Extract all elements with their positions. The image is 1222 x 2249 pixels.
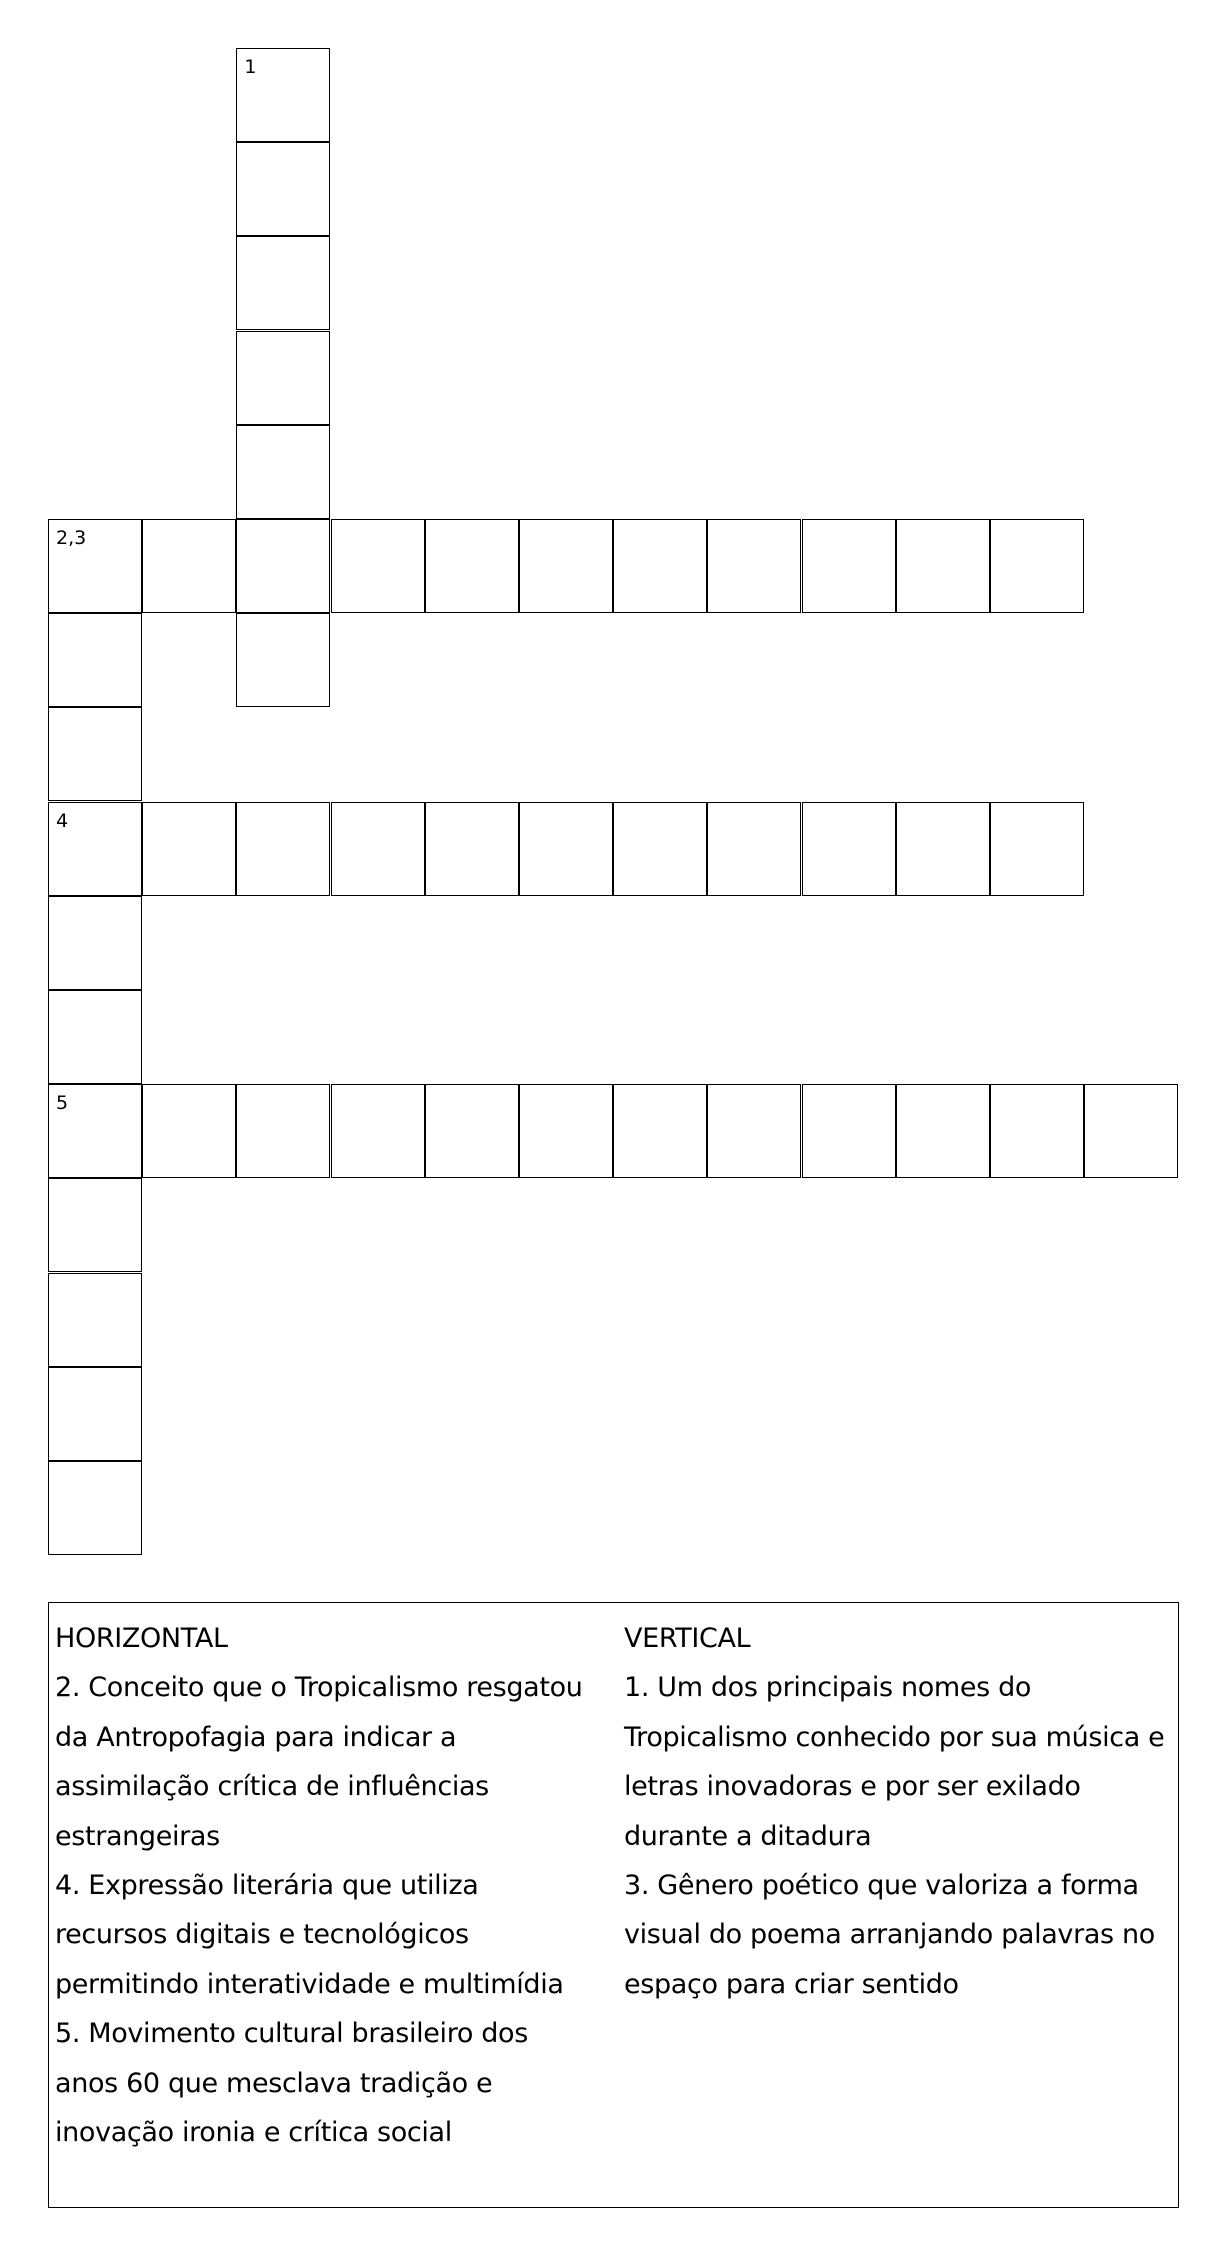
crossword-cell[interactable]: [48, 1178, 142, 1272]
crossword-cell[interactable]: [425, 519, 519, 613]
clue-v-3: [624, 1861, 1176, 2009]
clue-h-4: [55, 1861, 615, 2009]
crossword-cell[interactable]: [331, 802, 425, 896]
crossword-cell[interactable]: [990, 519, 1084, 613]
clue-number: 4: [56, 809, 69, 832]
crossword-cell[interactable]: [48, 990, 142, 1084]
clue-line: visual do poema arranjando palavras no: [624, 1919, 1155, 1951]
crossword-cell[interactable]: [48, 707, 142, 801]
clue-line: inovação ironia e crítica social: [55, 2117, 452, 2149]
clue-line: 3. Gênero poético que valoriza a forma: [624, 1870, 1139, 1902]
crossword-cell[interactable]: [236, 142, 330, 236]
clue-line: durante a ditadura: [624, 1820, 872, 1852]
crossword-cell[interactable]: [1084, 1084, 1178, 1178]
crossword-cell[interactable]: [896, 519, 990, 613]
crossword-cell[interactable]: [236, 331, 330, 425]
crossword-cell[interactable]: [802, 519, 896, 613]
crossword-cell[interactable]: [613, 519, 707, 613]
crossword-cell[interactable]: [236, 236, 330, 330]
crossword-cell[interactable]: [519, 1084, 613, 1178]
crossword-cell[interactable]: [707, 802, 801, 896]
clue-line: 5. Movimento cultural brasileiro dos: [55, 2018, 528, 2050]
crossword-cell[interactable]: [142, 802, 236, 896]
crossword-cell[interactable]: [519, 802, 613, 896]
vertical-clues: [624, 1614, 1176, 2009]
crossword-cell[interactable]: [613, 1084, 707, 1178]
clue-line: Tropicalismo conhecido por sua música e: [624, 1721, 1165, 1753]
crossword-cell[interactable]: [48, 802, 142, 896]
clue-line: 2. Conceito que o Tropicalismo resgatou: [55, 1672, 583, 1704]
crossword-cell[interactable]: [236, 802, 330, 896]
crossword-cell[interactable]: [519, 519, 613, 613]
crossword-cell[interactable]: [142, 1084, 236, 1178]
crossword-cell[interactable]: [236, 425, 330, 519]
clue-line: letras inovadoras e por ser exilado: [624, 1771, 1081, 1803]
horizontal-clues: [55, 1614, 615, 2157]
crossword-cell[interactable]: [48, 896, 142, 990]
clue-number: 2,3: [56, 527, 87, 549]
clue-line: da Antropofagia para indicar a: [55, 1721, 457, 1753]
crossword-cell[interactable]: [48, 519, 142, 613]
clue-line: espaço para criar sentido: [624, 1968, 959, 2000]
clue-v-1: [624, 1663, 1176, 1861]
clue-line: estrangeiras: [55, 1820, 220, 1852]
crossword-cell[interactable]: [331, 1084, 425, 1178]
crossword-cell[interactable]: [896, 802, 990, 896]
crossword-cell[interactable]: [236, 48, 330, 142]
crossword-cell[interactable]: [48, 1367, 142, 1461]
crossword-cell[interactable]: [802, 802, 896, 896]
crossword-cell[interactable]: [707, 1084, 801, 1178]
crossword-cell[interactable]: [990, 1084, 1084, 1178]
clue-line: 1. Um dos principais nomes do: [624, 1672, 1032, 1704]
crossword-cell[interactable]: [48, 1273, 142, 1367]
crossword-cell[interactable]: [425, 802, 519, 896]
clues-box: [48, 1602, 1179, 2208]
crossword-cell[interactable]: [236, 1084, 330, 1178]
clue-line: recursos digitais e tecnológicos: [55, 1919, 469, 1951]
crossword-cell[interactable]: [896, 1084, 990, 1178]
crossword-cell[interactable]: [236, 519, 330, 613]
vertical-heading: VERTICAL: [624, 1623, 751, 1654]
crossword-cell[interactable]: [48, 613, 142, 707]
crossword-cell[interactable]: [613, 802, 707, 896]
crossword-cell[interactable]: [48, 1461, 142, 1555]
horizontal-heading: HORIZONTAL: [55, 1623, 228, 1654]
clue-h-5: [55, 2009, 615, 2157]
crossword-cell[interactable]: [425, 1084, 519, 1178]
clue-number: 5: [56, 1092, 69, 1115]
crossword-cell[interactable]: [707, 519, 801, 613]
crossword-cell[interactable]: [990, 802, 1084, 896]
clue-line: permitindo interatividade e multimídia: [55, 1968, 564, 2000]
crossword-cell[interactable]: [331, 519, 425, 613]
clue-number: 1: [244, 56, 257, 78]
crossword-cell[interactable]: [802, 1084, 896, 1178]
crossword-cell[interactable]: [236, 613, 330, 707]
clue-line: anos 60 que mesclava tradição e: [55, 2067, 493, 2099]
clue-line: 4. Expressão literária que utiliza: [55, 1870, 479, 1902]
clue-line: assimilação crítica de influências: [55, 1771, 489, 1803]
crossword-cell[interactable]: [142, 519, 236, 613]
crossword-cell[interactable]: [48, 1084, 142, 1178]
clue-h-2: [55, 1663, 615, 1861]
